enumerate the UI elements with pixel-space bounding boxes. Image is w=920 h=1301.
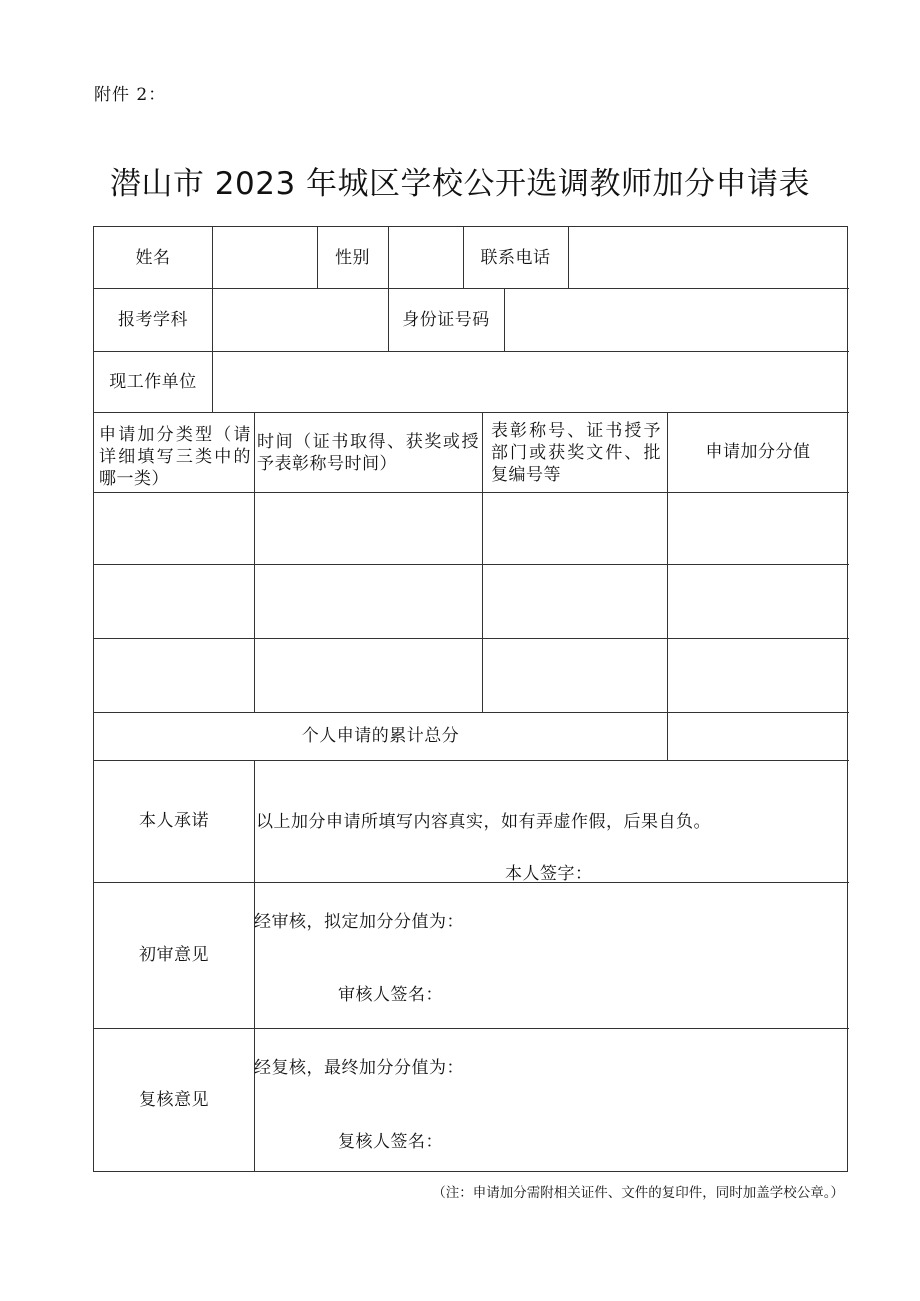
id-number-field[interactable] xyxy=(504,288,849,351)
name-field[interactable] xyxy=(212,227,317,288)
entry-score-cell[interactable] xyxy=(667,638,849,712)
id-number-label: 身份证号码 xyxy=(402,309,490,330)
initial-review-text: 经审核，拟定加分分值为： xyxy=(254,912,464,932)
footnote: （注：申请加分需附相关证件、文件的复印件，同时加盖学校公章。） xyxy=(432,1185,844,1201)
phone-field[interactable] xyxy=(568,227,849,288)
entry-ref-cell[interactable] xyxy=(482,564,667,638)
final-review-text: 经复核，最终加分分值为： xyxy=(254,1058,464,1078)
total-score-label: 个人申请的累计总分 xyxy=(301,726,460,746)
workplace-label: 现工作单位 xyxy=(109,371,197,392)
gender-field[interactable] xyxy=(388,227,463,288)
total-score-field[interactable] xyxy=(667,712,849,760)
attachment-label: 附件 2： xyxy=(94,85,167,105)
subject-field[interactable] xyxy=(212,288,388,351)
workplace-field[interactable] xyxy=(212,351,849,412)
application-form xyxy=(93,226,848,1172)
final-review-signature-label: 复核人签名： xyxy=(338,1132,443,1152)
entry-ref-cell[interactable] xyxy=(482,638,667,712)
name-label: 姓名 xyxy=(135,247,171,268)
entry-type-cell[interactable] xyxy=(94,564,254,638)
initial-review-signature-label: 审核人签名： xyxy=(338,985,443,1005)
entry-type-cell[interactable] xyxy=(94,492,254,564)
page-title: 潜山市 2023 年城区学校公开选调教师加分申请表 xyxy=(109,166,811,202)
entry-time-cell[interactable] xyxy=(254,492,482,564)
pledge-text: 以上加分申请所填写内容真实，如有弄虚作假，后果自负。 xyxy=(256,812,711,832)
pledge-signature-label: 本人签字： xyxy=(505,864,593,884)
entry-type-cell[interactable] xyxy=(94,638,254,712)
pledge-label: 本人承诺 xyxy=(139,811,209,831)
col-ref-header: 表彰称号、证书授予部门或获奖文件、批复编号等 xyxy=(491,421,661,485)
phone-label: 联系电话 xyxy=(480,247,551,268)
subject-label: 报考学科 xyxy=(118,309,188,330)
entry-ref-cell[interactable] xyxy=(482,492,667,564)
gender-label: 性别 xyxy=(335,247,370,268)
col-score-header: 申请加分分值 xyxy=(705,442,811,462)
col-type-header: 申请加分类型（请详细填写三类中的哪一类） xyxy=(99,425,251,489)
initial-review-label: 初审意见 xyxy=(139,945,209,965)
entry-time-cell[interactable] xyxy=(254,638,482,712)
entry-score-cell[interactable] xyxy=(667,492,849,564)
entry-time-cell[interactable] xyxy=(254,564,482,638)
col-time-header: 时间（证书取得、获奖或授予表彰称号时间） xyxy=(257,432,479,474)
entry-score-cell[interactable] xyxy=(667,564,849,638)
final-review-label: 复核意见 xyxy=(139,1090,209,1110)
